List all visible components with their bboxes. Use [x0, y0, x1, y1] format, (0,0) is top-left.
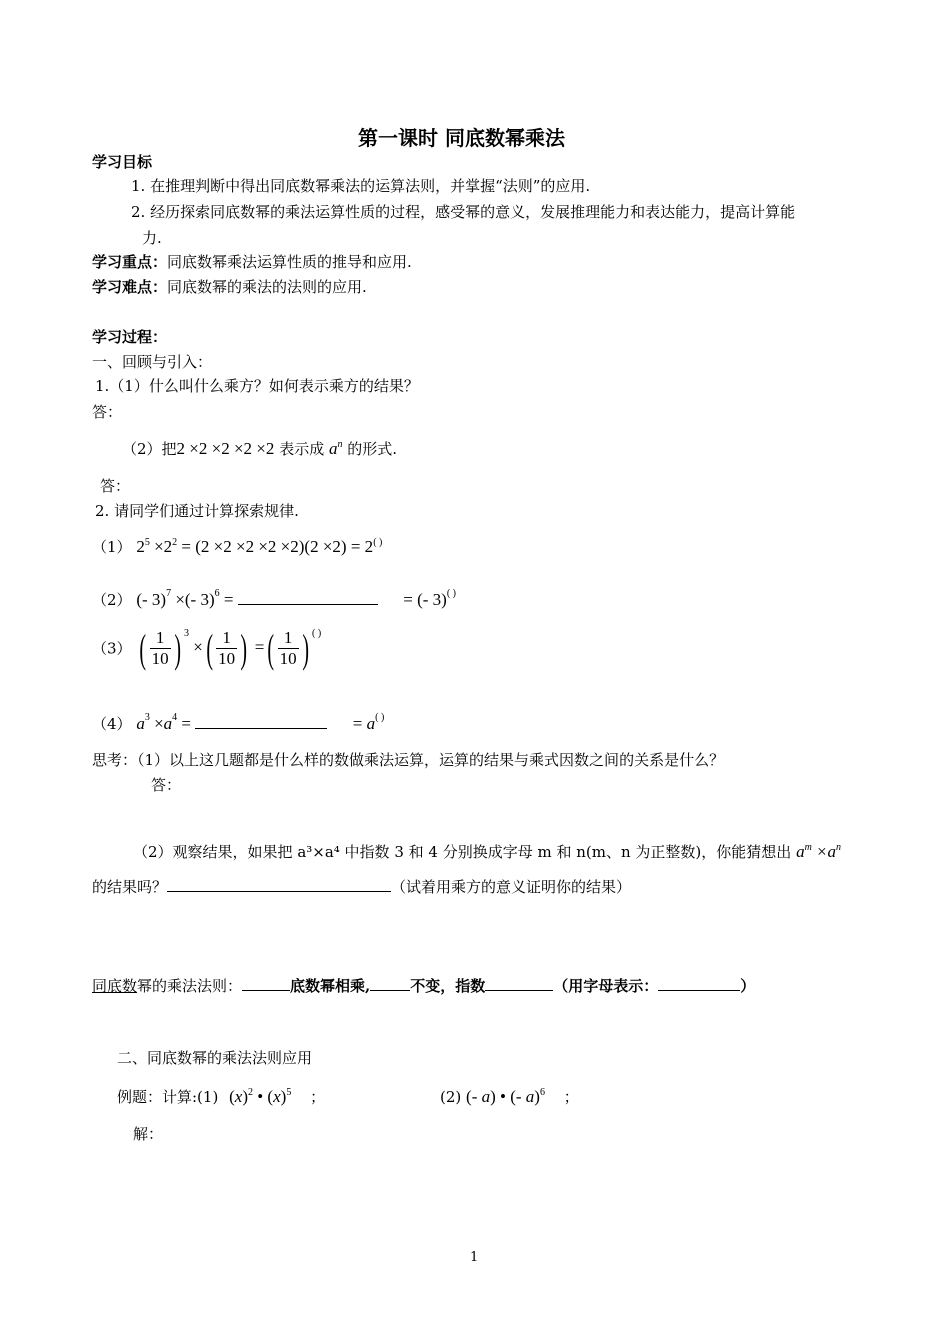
exercise-2-formula: (- 3)$^7$ ×(- 3)$^6$ = = (- 3)( ): [136, 588, 456, 609]
difficulty-label: 学习难点：: [92, 278, 168, 296]
key-point: [92, 252, 412, 272]
exercise-2: [92, 588, 456, 610]
rule-blank-4[interactable]: [658, 974, 740, 991]
exercise-4: [92, 712, 384, 734]
key-point-text: 同底数幂乘法运算性质的推导和应用.: [167, 253, 412, 271]
question-2: 2. 请同学们通过计算探索规律.: [95, 502, 299, 520]
rule-blank-1[interactable]: [242, 974, 290, 991]
answer-2: 答：: [100, 477, 131, 495]
example-2: [440, 1087, 579, 1107]
exercise-2-label: （2）: [92, 591, 132, 609]
rule-part-3: （用字母表示：: [553, 977, 659, 995]
rule-blank-3[interactable]: [485, 974, 553, 991]
q1-2-prefix: （2）把: [122, 440, 177, 458]
rule-blank-2[interactable]: [370, 974, 410, 991]
exercise-2-blank[interactable]: [238, 588, 378, 605]
q1-2-power: $a^n$: [328, 439, 343, 458]
rule-part-1: 底数幂相乘,: [290, 977, 371, 995]
q1-2-mid: 表示成: [279, 440, 325, 458]
think-q2-blank[interactable]: [167, 875, 391, 892]
exercise-3-label: （3）: [92, 639, 132, 658]
rule-prefix: 幂的乘法法则：: [137, 977, 243, 995]
question-1-2: [122, 439, 397, 459]
exercise-4-blank[interactable]: [195, 712, 327, 729]
section-2-heading: 二、同底数幂的乘法法则应用: [117, 1049, 313, 1067]
page-title: 第一课时 同底数幂乘法: [358, 126, 565, 150]
goal-item-2-line2: 力.: [142, 229, 162, 247]
process-heading: 学习过程：: [92, 328, 168, 346]
exercise-4-label: （4）: [92, 715, 132, 733]
example-2-semicolon: ；: [563, 1088, 579, 1106]
rule-prefix-underlined: 同底数: [92, 977, 138, 995]
think-question-1: [92, 750, 724, 770]
key-point-label: 学习重点：: [92, 253, 168, 271]
goal-item-2-line1: 2. 经历探索同底数幂的乘法运算性质的过程，感受幂的意义，发展推理能力和表达能力，提高计算能: [131, 203, 796, 221]
exercise-4-formula: $a^3 \times a^4$ = = a( ): [136, 712, 385, 733]
exercise-3: [92, 625, 322, 688]
think-q2-part2: 的结果吗？: [92, 878, 168, 896]
question-1-1: 1.（1）什么叫什么乘方？如何表示乘方的结果？: [95, 377, 419, 395]
think-q1-text: （1）以上这几题都是什么样的数做乘法运算，运算的结果与乘式因数之间的关系是什么？: [137, 751, 725, 769]
difficulty-text: 同底数幂的乘法的法则的应用.: [167, 278, 367, 296]
answer-1: 答：: [92, 403, 123, 421]
example-2-label: (2): [440, 1088, 462, 1106]
exercise-3-formula: ( $\frac{1}{10}$ ) $^3$ ×( $\frac{1}{10}$ ) =( $\frac{1}{10}$ ) ( ): [139, 625, 322, 671]
example-label: 例题：计算:(1): [117, 1088, 219, 1106]
example: [117, 1087, 325, 1107]
section-1-heading: 一、回顾与引入：: [92, 353, 213, 371]
difficulty: [92, 277, 367, 297]
think-question-2: [133, 842, 841, 862]
q1-2-expression: 2 ×2 ×2 ×2 ×2: [176, 439, 275, 458]
exercise-1-formula: $2^5 \times 2^2 = (2 \times 2 \times 2 \times 2 \times 2)(2 \times 2) = 2^{( )}$: [136, 537, 383, 556]
exercise-1: [92, 537, 382, 557]
rule-part-4: ）: [740, 977, 756, 995]
example-2-formula: (- a) • (- a)$^6$: [466, 1087, 545, 1106]
multiplication-rule: [92, 974, 755, 996]
think-q2-part1: （2）观察结果，如果把 a³×a⁴ 中指数 3 和 4 分别换成字母 m 和 n(m、n 为正整数)，你能猜想出: [133, 843, 792, 861]
think-q2-expression: $a^m \times a^n$: [796, 842, 842, 861]
page-number: 1: [470, 1250, 479, 1265]
exercise-1-label: （1）: [92, 538, 132, 556]
think-answer: 答：: [151, 776, 182, 794]
rule-part-2: 不变，指数: [410, 977, 486, 995]
solution-label: 解：: [133, 1125, 164, 1143]
q1-2-suffix: 的形式.: [347, 440, 398, 458]
think-question-2-cont: [92, 875, 631, 897]
example-1-semicolon: ；: [310, 1088, 326, 1106]
goal-item-1: 1. 在推理判断中得出同底数幂乘法的运算法则，并掌握“法则”的应用.: [131, 177, 591, 195]
think-q2-part3: （试着用乘方的意义证明你的结果）: [391, 878, 632, 896]
think-label: 思考：: [92, 751, 138, 769]
goals-heading: 学习目标: [92, 153, 153, 171]
example-1-formula: $(x)^2$ • $(x)^5$: [229, 1087, 292, 1106]
